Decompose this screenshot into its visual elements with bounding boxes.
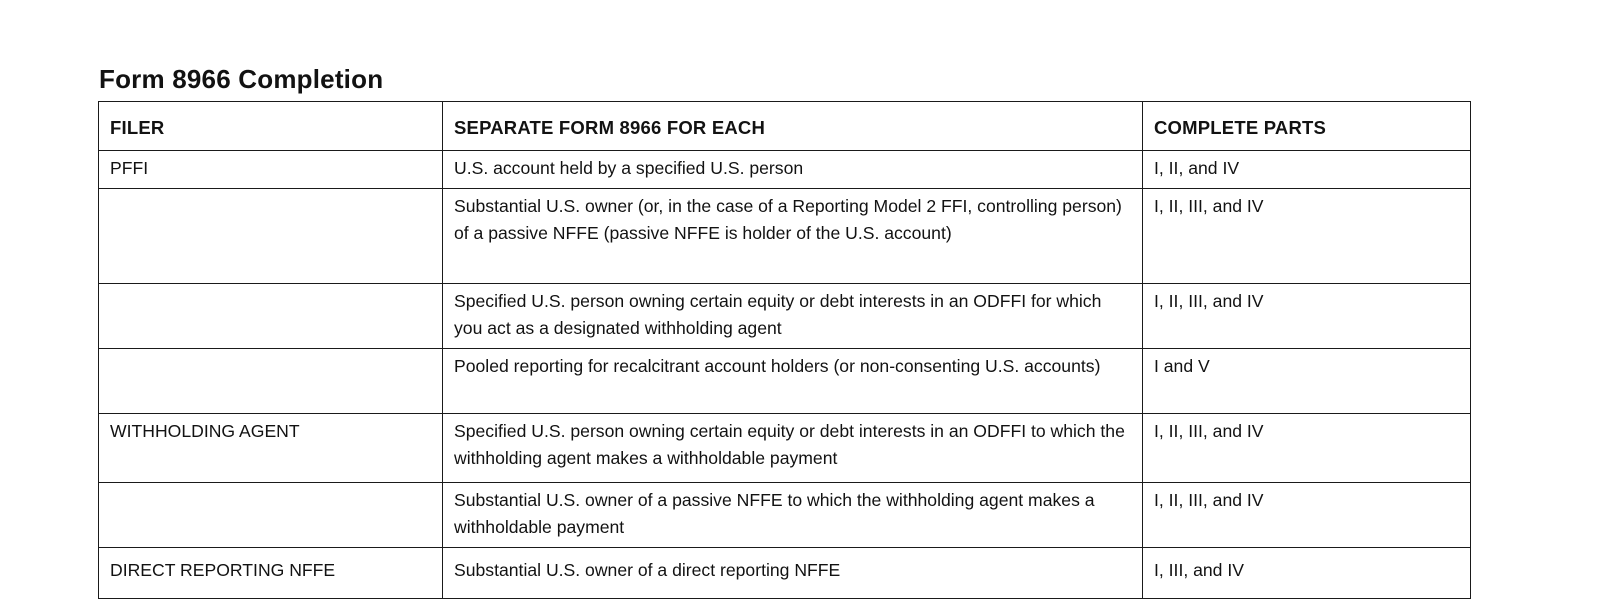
table-header-row	[99, 102, 1471, 151]
cell-filer	[99, 284, 443, 349]
cell-filer	[99, 189, 443, 284]
table-row	[99, 189, 1471, 284]
cell-filer	[99, 349, 443, 414]
cell-complete-parts: I and V	[1143, 349, 1471, 414]
cell-separate-form: Specified U.S. person owning certain equity or debt interests in an ODFFI to which the withholding agent makes a withholdable payment	[443, 414, 1143, 483]
column-header-complete-parts: COMPLETE PARTS	[1143, 102, 1471, 151]
cell-filer	[99, 483, 443, 548]
table-row	[99, 284, 1471, 349]
cell-filer: PFFI	[99, 151, 443, 189]
cell-complete-parts: I, III, and IV	[1143, 548, 1471, 599]
cell-filer: WITHHOLDING AGENT	[99, 414, 443, 483]
cell-separate-form: Pooled reporting for recalcitrant account holders (or non-consenting U.S. accounts)	[443, 349, 1143, 414]
cell-separate-form: Substantial U.S. owner (or, in the case of a Reporting Model 2 FFI, controlling person) of a passive NFFE (passive NFFE is holder of the U.S. account)	[443, 189, 1143, 284]
column-header-separate-form: SEPARATE FORM 8966 FOR EACH	[443, 102, 1143, 151]
cell-complete-parts: I, II, III, and IV	[1143, 189, 1471, 284]
table-row	[99, 548, 1471, 599]
cell-separate-form: U.S. account held by a specified U.S. person	[443, 151, 1143, 189]
table-row	[99, 414, 1471, 483]
column-header-filer: FILER	[99, 102, 443, 151]
table-row	[99, 349, 1471, 414]
cell-complete-parts: I, II, III, and IV	[1143, 284, 1471, 349]
cell-filer: DIRECT REPORTING NFFE	[99, 548, 443, 599]
table-row	[99, 483, 1471, 548]
cell-separate-form: Specified U.S. person owning certain equity or debt interests in an ODFFI for which you act as a designated withholding agent	[443, 284, 1143, 349]
cell-separate-form: Substantial U.S. owner of a direct reporting NFFE	[443, 548, 1143, 599]
page-title: Form 8966 Completion	[99, 64, 384, 95]
cell-complete-parts: I, II, and IV	[1143, 151, 1471, 189]
form-8966-completion-table	[98, 101, 1471, 599]
cell-complete-parts: I, II, III, and IV	[1143, 483, 1471, 548]
cell-separate-form: Substantial U.S. owner of a passive NFFE to which the withholding agent makes a withholdable payment	[443, 483, 1143, 548]
cell-complete-parts: I, II, III, and IV	[1143, 414, 1471, 483]
table-row	[99, 151, 1471, 189]
